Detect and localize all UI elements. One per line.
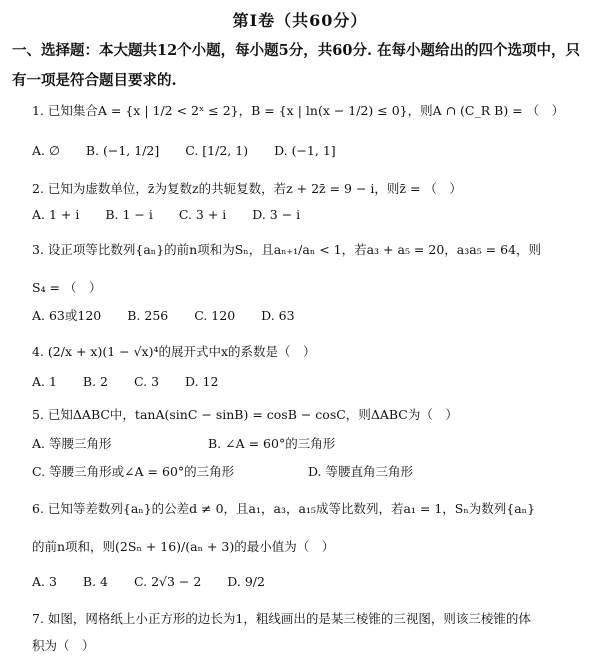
option-a: A. ∅ bbox=[32, 143, 60, 158]
option-c: C. 2√3 − 2 bbox=[134, 574, 202, 589]
option-b: B. (−1, 1/2] bbox=[85, 143, 160, 158]
option-c: C. 120 bbox=[194, 308, 236, 323]
section-heading: 一、选择题：本大题共12个小题，每小题5分，共60分. 在每小题给出的四个选项中，只有一项是符合题目要求的. bbox=[12, 42, 581, 89]
question-4-options bbox=[32, 374, 240, 389]
paper-title: 第Ⅰ卷（共60分） bbox=[232, 11, 368, 30]
option-d: D. 12 bbox=[185, 374, 219, 389]
option-d: D. (−1, 1] bbox=[274, 143, 336, 158]
option-d: D. 等腰直角三角形 bbox=[307, 464, 414, 479]
option-a: A. 1 + i bbox=[32, 207, 80, 222]
option-c: C. [1/2, 1) bbox=[185, 143, 249, 158]
question-2-stem: 2. 已知为虚数单位，z̄为复数z的共轭复数，若z + 2z̄ = 9 − i，则z̄ = （ ） bbox=[32, 181, 462, 196]
question-5-options-row2 bbox=[32, 462, 435, 480]
option-b: B. 256 bbox=[127, 308, 169, 323]
option-a: A. 63或120 bbox=[32, 308, 102, 323]
option-a: A. 等腰三角形 bbox=[32, 436, 112, 451]
option-b: B. ∠A = 60°的三角形 bbox=[207, 436, 336, 451]
question-6-options bbox=[32, 574, 287, 589]
question-3-stem-cont: S₄ = （ ） bbox=[32, 280, 102, 295]
option-c: C. 等腰三角形或∠A = 60°的三角形 bbox=[32, 464, 235, 479]
question-7-stem: 7. 如图，网格纸上小正方形的边长为1，粗线画出的是某三棱锥的三视图，则该三棱锥的体 bbox=[32, 611, 531, 626]
option-b: B. 2 bbox=[82, 374, 109, 389]
question-5-options-row1 bbox=[32, 434, 357, 452]
option-d: D. 9/2 bbox=[227, 574, 265, 589]
question-4-stem: 4. (2/x + x)(1 − √x)⁴的展开式中x的系数是（ ） bbox=[32, 344, 316, 359]
question-6-stem: 6. 已知等差数列{aₙ}的公差d ≠ 0，且a₁，a₃，a₁₅成等比数列，若a₁ = 1，Sₙ为数列{aₙ} bbox=[32, 501, 536, 516]
question-5-stem: 5. 已知ΔABC中，tanA(sinC − sinB) = cosB − cosC，则ΔABC为（ ） bbox=[32, 407, 458, 422]
question-3-options bbox=[32, 306, 317, 324]
option-b: B. 4 bbox=[82, 574, 109, 589]
option-b: B. 1 − i bbox=[105, 207, 153, 222]
option-d: D. 63 bbox=[261, 308, 295, 323]
question-6-stem-cont: 的前n项和，则(2Sₙ + 16)/(aₙ + 3)的最小值为（ ） bbox=[32, 539, 335, 554]
question-1-options bbox=[32, 143, 358, 158]
option-a: A. 1 bbox=[32, 374, 57, 389]
option-c: C. 3 + i bbox=[178, 207, 227, 222]
question-7-stem-cont: 积为（ ） bbox=[32, 638, 95, 653]
question-2-options bbox=[32, 207, 322, 222]
question-3-stem: 3. 设正项等比数列{aₙ}的前n项和为Sₙ，且aₙ₊₁/aₙ < 1，若a₃ + a₅ = 20，a₃a₅ = 64，则 bbox=[32, 242, 542, 257]
option-a: A. 3 bbox=[32, 574, 57, 589]
option-d: D. 3 − i bbox=[252, 207, 301, 222]
question-1-stem: 1. 已知集合A = {x | 1/2 < 2ˣ ≤ 2}，B = {x | ln(x − 1/2) ≤ 0}，则A ∩ (C_R B) = （ ） bbox=[32, 103, 565, 118]
option-c: C. 3 bbox=[134, 374, 160, 389]
